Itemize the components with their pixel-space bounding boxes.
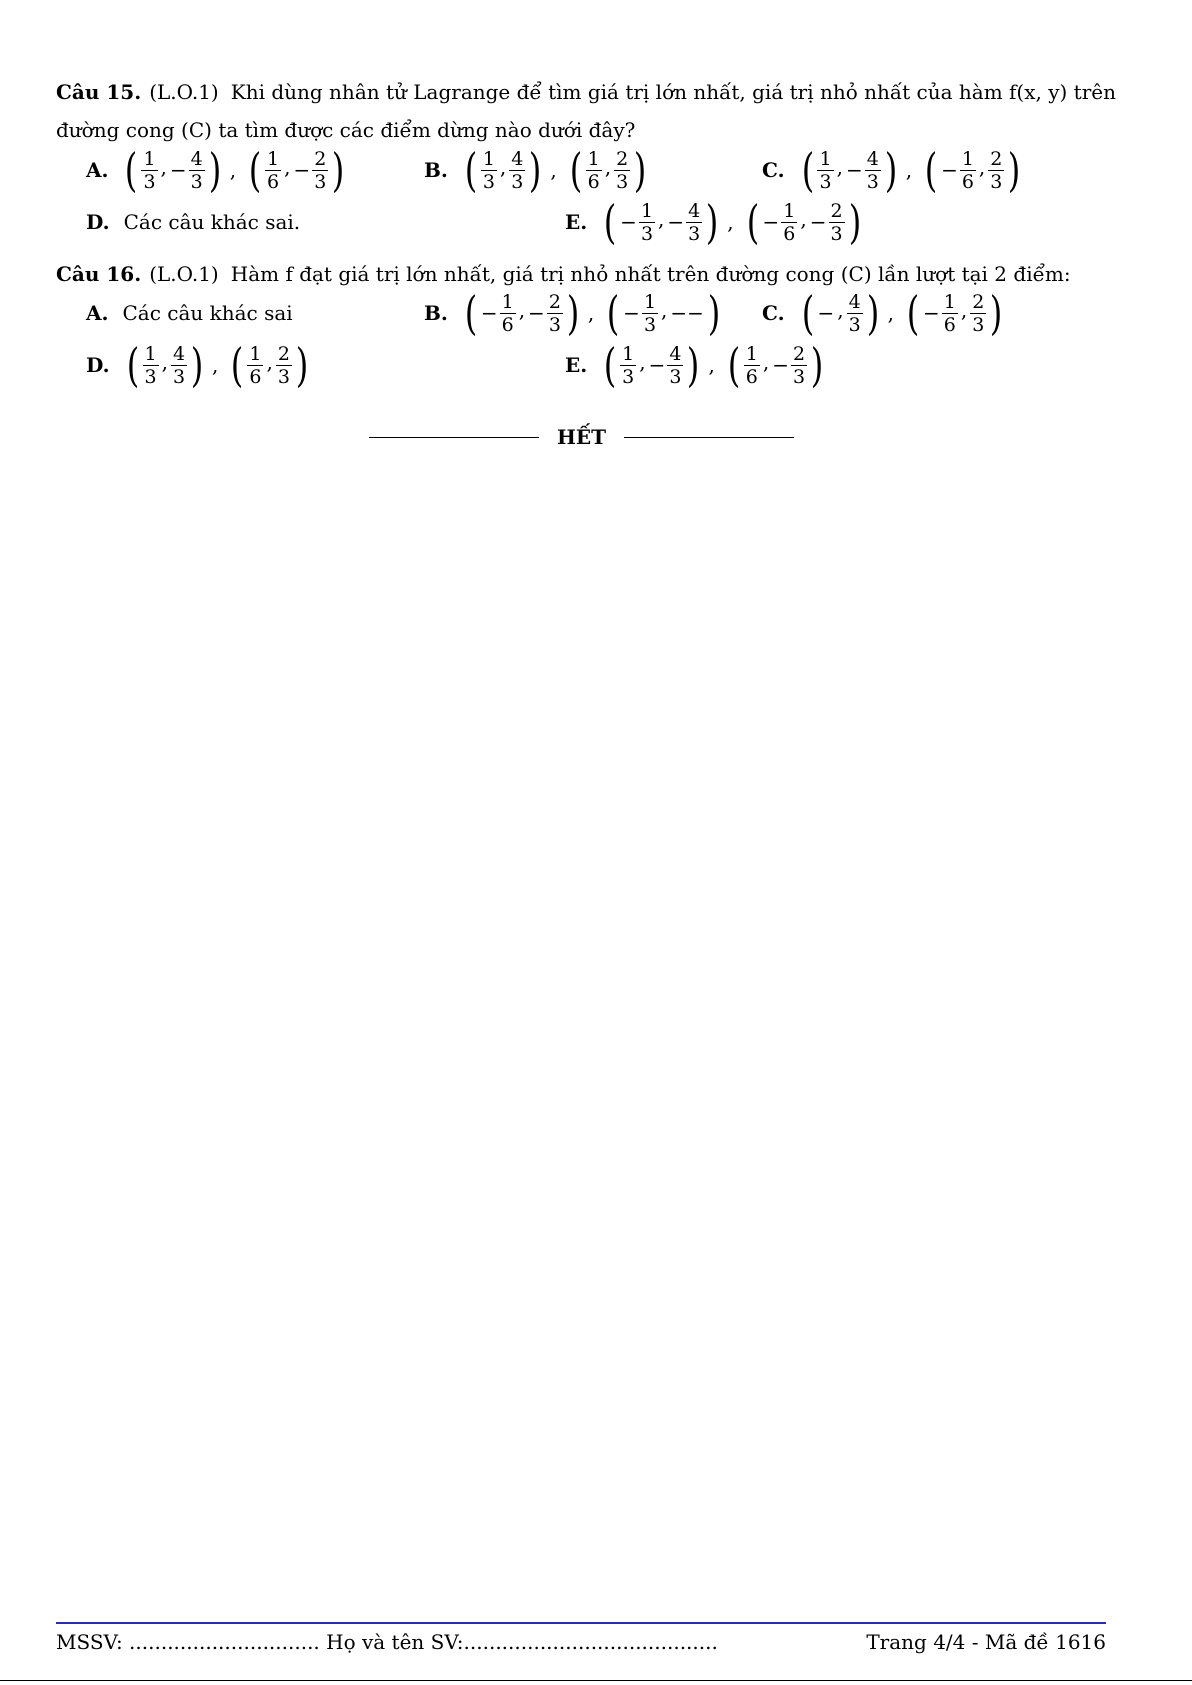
fraction xyxy=(781,200,797,245)
fraction xyxy=(620,343,636,388)
coordinate-pair xyxy=(228,338,310,392)
fraction xyxy=(942,291,958,336)
question-15-header xyxy=(56,76,1116,108)
numerator: 1 xyxy=(819,147,832,170)
coordinate-pair xyxy=(462,286,582,340)
question-number: Câu 15. xyxy=(56,80,142,104)
fraction xyxy=(667,343,683,388)
fraction xyxy=(247,343,263,388)
denominator: 3 xyxy=(830,222,843,245)
comma: , xyxy=(161,350,168,374)
minus-sign: − xyxy=(762,210,780,234)
denominator: 3 xyxy=(643,313,657,336)
fraction xyxy=(586,148,602,193)
coordinate-pair xyxy=(567,143,649,197)
right-paren: ) xyxy=(687,338,700,392)
option-c[interactable] xyxy=(762,140,1023,200)
minus-sign: − xyxy=(620,210,637,234)
denominator: 3 xyxy=(792,365,806,388)
comma: , xyxy=(212,353,219,377)
option-d[interactable] xyxy=(86,192,300,252)
left-paren: ( xyxy=(603,195,617,249)
fraction xyxy=(312,148,328,193)
comma: , xyxy=(604,155,612,179)
option-label: D. xyxy=(86,353,110,377)
denominator: 3 xyxy=(669,365,682,388)
minus-sign: − xyxy=(169,158,187,182)
coordinate-pair xyxy=(799,143,900,197)
numerator: 1 xyxy=(961,147,974,170)
option-e[interactable] xyxy=(565,335,826,395)
numerator: 1 xyxy=(267,147,280,170)
divider xyxy=(369,437,539,438)
fraction xyxy=(481,148,497,193)
option-c[interactable] xyxy=(762,283,1005,343)
denominator: 3 xyxy=(616,170,629,193)
right-paren: ) xyxy=(848,195,861,249)
coordinate-pair xyxy=(799,286,882,340)
comma: , xyxy=(960,298,968,322)
numerator: 2 xyxy=(314,147,327,170)
denominator: 6 xyxy=(267,170,280,193)
option-label: B. xyxy=(424,158,448,182)
comma: , xyxy=(887,301,895,325)
fraction xyxy=(509,148,525,193)
option-text: Các câu khác sai xyxy=(122,301,293,325)
numerator: 1 xyxy=(587,147,600,170)
numerator: 1 xyxy=(640,199,654,222)
minus-sign: − xyxy=(480,301,498,325)
fraction xyxy=(143,343,159,388)
question-text: Khi dùng nhân tử Lagrange để tìm giá trị lớn nhất, giá trị nhỏ nhất của hàm f(x, y) trên xyxy=(230,80,1116,104)
coordinate-pair xyxy=(601,338,702,392)
denominator: 3 xyxy=(866,170,879,193)
fraction xyxy=(639,200,655,245)
learning-outcome: (L.O.1) xyxy=(149,80,219,104)
numerator: 2 xyxy=(792,342,806,365)
end-marker xyxy=(369,425,794,449)
comma: , xyxy=(978,155,986,179)
left-paren: ( xyxy=(569,143,582,197)
denominator: 3 xyxy=(688,222,701,245)
coordinate-pair xyxy=(744,195,864,249)
option-d[interactable] xyxy=(86,335,311,395)
numerator: 4 xyxy=(190,147,203,170)
denominator: 3 xyxy=(173,365,186,388)
question-number: Câu 16. xyxy=(56,262,142,286)
comma: , xyxy=(518,298,526,322)
comma: , xyxy=(639,350,646,374)
option-label: C. xyxy=(762,301,785,325)
left-paren: ( xyxy=(906,286,920,340)
fraction xyxy=(970,291,986,336)
comma: , xyxy=(266,350,273,374)
comma: , xyxy=(160,155,167,179)
left-paren: ( xyxy=(746,195,759,249)
denominator: 6 xyxy=(961,170,974,193)
left-paren: ( xyxy=(801,286,814,340)
dash-text: −− xyxy=(670,301,704,325)
fraction xyxy=(642,291,658,336)
coordinate-pair xyxy=(462,143,544,197)
option-b[interactable] xyxy=(424,283,723,343)
denominator: 3 xyxy=(622,365,635,388)
learning-outcome: (L.O.1) xyxy=(149,262,219,286)
numerator: 2 xyxy=(616,147,629,170)
numerator: 2 xyxy=(990,147,1003,170)
denominator: 3 xyxy=(990,170,1003,193)
left-paren: ( xyxy=(125,143,138,197)
left-paren: ( xyxy=(727,338,741,392)
comma: , xyxy=(762,350,770,374)
numerator: 4 xyxy=(173,342,186,365)
option-a[interactable] xyxy=(86,283,293,343)
denominator: 3 xyxy=(482,170,495,193)
left-paren: ( xyxy=(603,338,617,392)
minus-sign: − xyxy=(772,353,789,377)
numerator: 1 xyxy=(482,147,495,170)
footer-rule xyxy=(56,1622,1106,1624)
fraction xyxy=(265,148,281,193)
question-15-text-line2: đường cong (C) ta tìm được các điểm dừng nào dưới đây? xyxy=(56,118,636,142)
comma: , xyxy=(587,301,595,325)
student-info-line: MSSV: .............................. Họ và tên SV:........................................ xyxy=(56,1630,718,1654)
question-text: Hàm f đạt giá trị lớn nhất, giá trị nhỏ nhất trên đường cong (C) lần lượt tại 2 điểm: xyxy=(230,262,1071,286)
end-text: HẾT xyxy=(557,425,607,449)
numerator: 1 xyxy=(249,342,262,365)
minus-sign: − xyxy=(845,158,863,182)
fraction xyxy=(276,343,292,388)
minus-sign: − xyxy=(648,353,666,377)
minus-sign: − xyxy=(809,210,827,234)
fraction xyxy=(547,291,563,336)
comma: , xyxy=(837,298,844,322)
denominator: 3 xyxy=(277,365,290,388)
option-label: B. xyxy=(424,301,448,325)
left-paren: ( xyxy=(248,143,262,197)
left-paren: ( xyxy=(464,286,478,340)
option-label: E. xyxy=(565,210,588,234)
numerator: 2 xyxy=(830,199,843,222)
fraction xyxy=(829,200,845,245)
numerator: 4 xyxy=(669,342,682,365)
option-a[interactable] xyxy=(86,140,347,200)
coordinate-pair xyxy=(601,195,721,249)
page-bottom-rule xyxy=(0,1680,1192,1681)
option-b[interactable] xyxy=(424,140,649,200)
right-paren: ) xyxy=(566,286,580,340)
fraction xyxy=(171,343,187,388)
comma: , xyxy=(905,158,913,182)
numerator: 2 xyxy=(548,290,561,313)
fraction xyxy=(614,148,630,193)
denominator: 3 xyxy=(143,170,156,193)
right-paren: ) xyxy=(989,286,1003,340)
denominator: 6 xyxy=(587,170,600,193)
minus-sign: − xyxy=(941,158,958,182)
fraction xyxy=(189,148,205,193)
fraction xyxy=(865,148,881,193)
numerator: 2 xyxy=(972,290,985,313)
left-paren: ( xyxy=(464,143,478,197)
comma: , xyxy=(229,158,237,182)
comma: , xyxy=(836,155,843,179)
comma: , xyxy=(499,155,507,179)
right-paren: ) xyxy=(208,143,222,197)
option-label: E. xyxy=(565,353,588,377)
option-e[interactable] xyxy=(565,192,864,252)
fraction xyxy=(988,148,1004,193)
coordinate-pair xyxy=(725,338,826,392)
denominator: 6 xyxy=(745,365,758,388)
denominator: 3 xyxy=(548,313,561,336)
option-label: D. xyxy=(86,210,110,234)
page-info: Trang 4/4 - Mã đề 1616 xyxy=(866,1630,1106,1654)
fraction xyxy=(960,148,976,193)
denominator: 6 xyxy=(783,222,796,245)
right-paren: ) xyxy=(1008,143,1021,197)
denominator: 3 xyxy=(190,170,203,193)
right-paren: ) xyxy=(866,286,879,340)
comma: , xyxy=(550,158,557,182)
divider xyxy=(624,437,794,438)
minus-sign: − xyxy=(293,158,311,182)
numerator: 4 xyxy=(866,147,879,170)
comma: , xyxy=(708,353,715,377)
numerator: 2 xyxy=(277,342,290,365)
fraction xyxy=(791,343,807,388)
fraction xyxy=(847,291,863,336)
denominator: 3 xyxy=(972,313,985,336)
coordinate-pair xyxy=(922,143,1023,197)
right-paren: ) xyxy=(705,195,719,249)
numerator: 1 xyxy=(783,199,796,222)
minus-sign: − xyxy=(667,210,685,234)
right-paren: ) xyxy=(707,286,721,340)
numerator: 1 xyxy=(501,290,514,313)
numerator: 4 xyxy=(848,290,861,313)
left-paren: ( xyxy=(606,286,620,340)
coordinate-pair xyxy=(604,286,723,340)
coordinate-pair xyxy=(246,143,347,197)
numerator: 1 xyxy=(943,290,956,313)
numerator: 4 xyxy=(511,147,524,170)
option-label: A. xyxy=(86,301,109,325)
option-text: Các câu khác sai. xyxy=(123,210,301,234)
denominator: 3 xyxy=(640,222,654,245)
comma: , xyxy=(727,210,734,234)
denominator: 3 xyxy=(819,170,832,193)
denominator: 6 xyxy=(501,313,514,336)
minus-sign: − xyxy=(623,301,640,325)
numerator: 4 xyxy=(688,199,701,222)
numerator: 1 xyxy=(745,342,758,365)
denominator: 3 xyxy=(511,170,524,193)
fraction xyxy=(817,148,833,193)
numerator: 1 xyxy=(643,290,657,313)
comma: , xyxy=(284,155,291,179)
right-paren: ) xyxy=(529,143,542,197)
right-paren: ) xyxy=(332,143,345,197)
coordinate-pair xyxy=(124,338,206,392)
comma: , xyxy=(800,207,807,231)
right-paren: ) xyxy=(190,338,204,392)
option-label: A. xyxy=(86,158,109,182)
denominator: 3 xyxy=(314,170,327,193)
right-paren: ) xyxy=(810,338,824,392)
comma: , xyxy=(661,298,668,322)
denominator: 3 xyxy=(848,313,861,336)
denominator: 3 xyxy=(144,365,157,388)
footer xyxy=(56,1630,1106,1654)
right-paren: ) xyxy=(295,338,309,392)
right-paren: ) xyxy=(884,143,898,197)
left-paren: ( xyxy=(801,143,814,197)
right-paren: ) xyxy=(633,143,647,197)
denominator: 6 xyxy=(249,365,262,388)
fraction xyxy=(141,148,157,193)
minus-sign: − xyxy=(817,301,835,325)
coordinate-pair xyxy=(122,143,223,197)
numerator: 1 xyxy=(144,342,157,365)
option-label: C. xyxy=(762,158,785,182)
coordinate-pair xyxy=(904,286,1005,340)
numerator: 1 xyxy=(622,342,635,365)
denominator: 6 xyxy=(943,313,956,336)
minus-sign: − xyxy=(528,301,545,325)
left-paren: ( xyxy=(231,338,244,392)
fraction xyxy=(744,343,760,388)
comma: , xyxy=(658,207,665,231)
numerator: 1 xyxy=(143,147,156,170)
left-paren: ( xyxy=(924,143,938,197)
fraction xyxy=(500,291,516,336)
minus-sign: − xyxy=(922,301,940,325)
fraction xyxy=(686,200,702,245)
left-paren: ( xyxy=(126,338,139,392)
